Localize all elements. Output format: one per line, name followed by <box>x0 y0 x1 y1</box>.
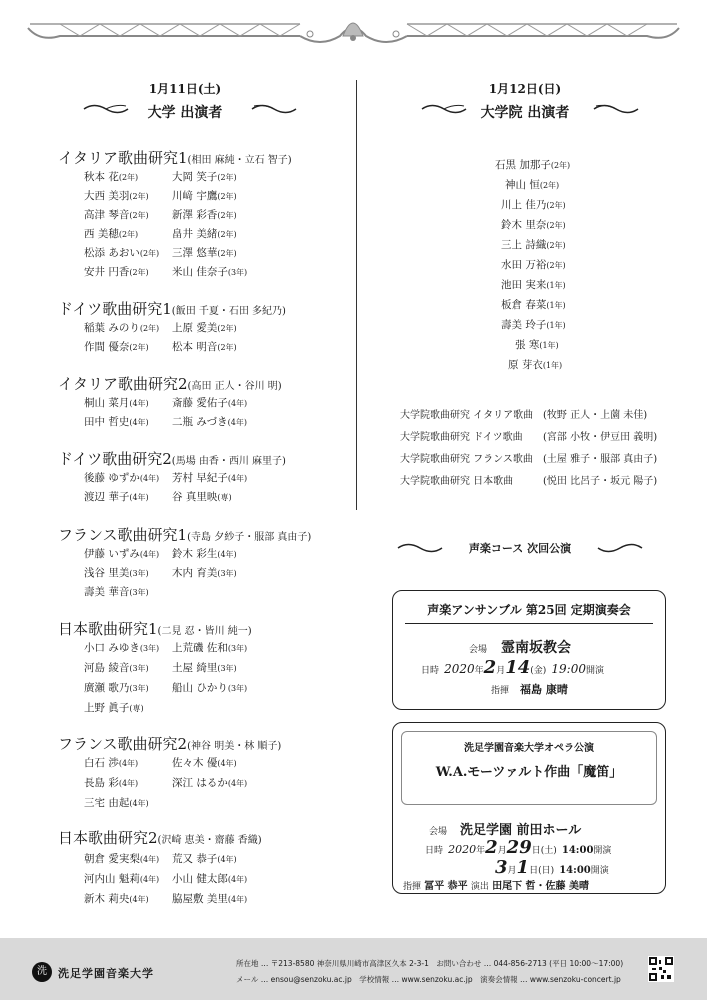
course-title: 日本歌曲研究2(沢崎 恵美・齋藤 香織) <box>58 829 262 847</box>
student-name: 船山 ひかり(3年) <box>172 682 248 694</box>
grad-student: 壽美 玲子(1年) <box>501 319 566 331</box>
student-name: 芳村 早紀子(4年) <box>172 472 248 484</box>
event1-datetime: 日時 2020年2月14(金) 19:00開演 <box>421 657 605 678</box>
footer <box>0 938 707 1000</box>
student-name: 稲葉 みのり(2年) <box>84 322 160 334</box>
event2-credits: 指揮 冨平 恭平 演出 田尾下 哲・佐藤 美晴 <box>403 881 590 892</box>
student-name: 壽美 華音(3年) <box>84 586 149 598</box>
event2-date1: 日時 2020年2月29日(土) 14:00開演 <box>425 837 612 858</box>
student-name: 上野 眞子(専) <box>84 702 144 714</box>
event2-venue: 会場 洗足学園 前田ホール <box>429 823 582 838</box>
student-name: 新木 莉央(4年) <box>84 893 149 905</box>
student-name: 秋本 花(2年) <box>84 171 139 183</box>
right-swirl-ornament <box>592 102 640 116</box>
student-name: 作間 優奈(2年) <box>84 341 149 353</box>
university-logo-icon: 洗 <box>32 962 52 982</box>
day1-date: 1月11日(土) <box>148 82 222 96</box>
grad-course-teachers: (土屋 雅子・服部 真由子) <box>543 454 658 465</box>
student-name: 河島 綾音(3年) <box>84 662 149 674</box>
next-performance-heading: 声楽コース 次回公演 <box>468 542 572 555</box>
grad-student: 川上 佳乃(2年) <box>501 199 566 211</box>
student-name: 朝倉 愛実梨(4年) <box>84 853 160 865</box>
grad-course-name: 大学院歌曲研究 イタリア歌曲 <box>400 410 534 421</box>
event2-date2: 3月1日(日) 14:00開演 <box>495 857 609 878</box>
student-name: 木内 育美(3年) <box>172 567 237 579</box>
right-swirl-ornament <box>250 102 298 116</box>
student-name: 伊藤 いずみ(4年) <box>84 548 160 560</box>
student-name: 佐々木 優(4年) <box>172 757 237 769</box>
grad-student: 池田 実来(1年) <box>501 279 566 291</box>
event1-conductor: 指揮 福島 康晴 <box>491 683 568 696</box>
event1-divider <box>405 623 653 624</box>
top-ornament <box>0 0 707 62</box>
course-title: フランス歌曲研究2(神谷 明美・林 順子) <box>58 735 282 753</box>
grad-course-name: 大学院歌曲研究 フランス歌曲 <box>400 454 533 465</box>
grad-student: 石黒 加那子(2年) <box>495 159 571 171</box>
event2-org: 洗足学園音楽大学オペラ公演 <box>464 743 594 754</box>
day2-date: 1月12日(日) <box>488 82 562 96</box>
student-name: 高津 琴音(2年) <box>84 209 149 221</box>
student-name: 谷 真里映(専) <box>172 491 232 503</box>
footer-address-line: 所在地 … 〒213-8580 神奈川県川崎市高津区久本 2-3-1 お問い合わせ … 044-856-2713 (平日 10:00〜17:00) <box>236 959 624 968</box>
student-name: 三宅 由起(4年) <box>84 797 149 809</box>
event1-title: 声楽アンサンブル 第25回 定期演奏会 <box>427 603 631 617</box>
student-name: 鈴木 彩生(4年) <box>172 548 237 560</box>
qr-code-icon[interactable] <box>648 956 674 982</box>
student-name: 廣瀬 歌乃(3年) <box>84 682 149 694</box>
grad-student: 鈴木 里奈(2年) <box>501 219 566 231</box>
student-name: 新澤 彩香(2年) <box>172 209 237 221</box>
student-name: 田中 哲史(4年) <box>84 416 149 428</box>
event1-box <box>392 590 666 710</box>
grad-course-name: 大学院歌曲研究 ドイツ歌曲 <box>400 432 523 443</box>
student-name: 渡辺 華子(4年) <box>84 491 149 503</box>
student-name: 浅谷 里美(3年) <box>84 567 149 579</box>
student-name: 河内山 魁莉(4年) <box>84 873 160 885</box>
student-name: 長島 彩(4年) <box>84 777 139 789</box>
student-name: 米山 佳奈子(3年) <box>172 266 248 278</box>
student-name: 二瓶 みづき(4年) <box>172 416 247 428</box>
event2-box <box>392 722 666 894</box>
grad-student: 神山 恒(2年) <box>505 179 560 191</box>
course-title: 日本歌曲研究1(二見 忍・皆川 純一) <box>58 620 252 638</box>
right-swirl-ornament <box>596 541 644 555</box>
course-title: イタリア歌曲研究2(高田 正人・谷川 明) <box>58 375 282 393</box>
student-name: 松本 明音(2年) <box>172 341 237 353</box>
student-name: 荒又 恭子(4年) <box>172 853 237 865</box>
grad-course-teachers: (宮部 小牧・伊豆田 義明) <box>543 432 658 443</box>
column-divider <box>356 80 357 510</box>
student-name: 小口 みゆき(3年) <box>84 642 160 654</box>
grad-student: 三上 詩織(2年) <box>501 239 566 251</box>
student-name: 上荒磯 佐和(3年) <box>172 642 248 654</box>
student-name: 畠井 美緒(2年) <box>172 228 237 240</box>
student-name: 桐山 菜月(4年) <box>84 397 149 409</box>
grad-student: 原 芽衣(1年) <box>508 359 563 371</box>
student-name: 大岡 笑子(2年) <box>172 171 237 183</box>
student-name: 小山 健太郎(4年) <box>172 873 248 885</box>
student-name: 脇屋敷 美里(4年) <box>172 893 248 905</box>
student-name: 三澤 悠華(2年) <box>172 247 237 259</box>
university-name: 洗足学園音楽大学 <box>58 967 154 980</box>
student-name: 松添 あおい(2年) <box>84 247 160 259</box>
grad-course-teachers: (牧野 正人・上薗 未佳) <box>543 410 648 421</box>
course-title: ドイツ歌曲研究1(飯田 千夏・石田 多紀乃) <box>58 300 286 318</box>
footer-contact-line: メール … ensou@senzoku.ac.jp 学校情報 … www.senzoku.ac.jp 演奏会情報 … www.senzoku-concert.jp <box>236 975 621 984</box>
grad-student: 水田 万裕(2年) <box>501 259 566 271</box>
student-name: 斎藤 愛佑子(4年) <box>172 397 248 409</box>
course-title: イタリア歌曲研究1(相田 麻純・立石 智子) <box>58 149 292 167</box>
student-name: 川﨑 宇鷹(2年) <box>172 190 237 202</box>
day2-subtitle: 大学院 出演者 <box>480 105 570 121</box>
event2-title: W.A.モーツァルト作曲「魔笛」 <box>435 765 623 780</box>
grad-student: 張 寒(1年) <box>515 339 559 351</box>
student-name: 深江 はるか(4年) <box>172 777 248 789</box>
day1-subtitle: 大学 出演者 <box>147 105 223 121</box>
student-name: 白石 渉(4年) <box>84 757 139 769</box>
grad-student: 板倉 春菜(1年) <box>501 299 566 311</box>
grad-course-name: 大学院歌曲研究 日本歌曲 <box>400 476 514 487</box>
student-name: 大西 美羽(2年) <box>84 190 149 202</box>
student-name: 安井 円香(2年) <box>84 266 149 278</box>
student-name: 後藤 ゆずか(4年) <box>84 472 160 484</box>
course-title: フランス歌曲研究1(寺島 夕紗子・服部 真由子) <box>58 526 312 544</box>
student-name: 上原 愛美(2年) <box>172 322 237 334</box>
student-name: 西 美穂(2年) <box>84 228 139 240</box>
course-title: ドイツ歌曲研究2(馬場 由香・西川 麻里子) <box>58 450 286 468</box>
student-name: 土屋 綺里(3年) <box>172 662 237 674</box>
event1-venue: 会場 霊南坂教会 <box>469 640 572 656</box>
grad-course-teachers: (悦田 比呂子・坂元 陽子) <box>543 476 658 487</box>
